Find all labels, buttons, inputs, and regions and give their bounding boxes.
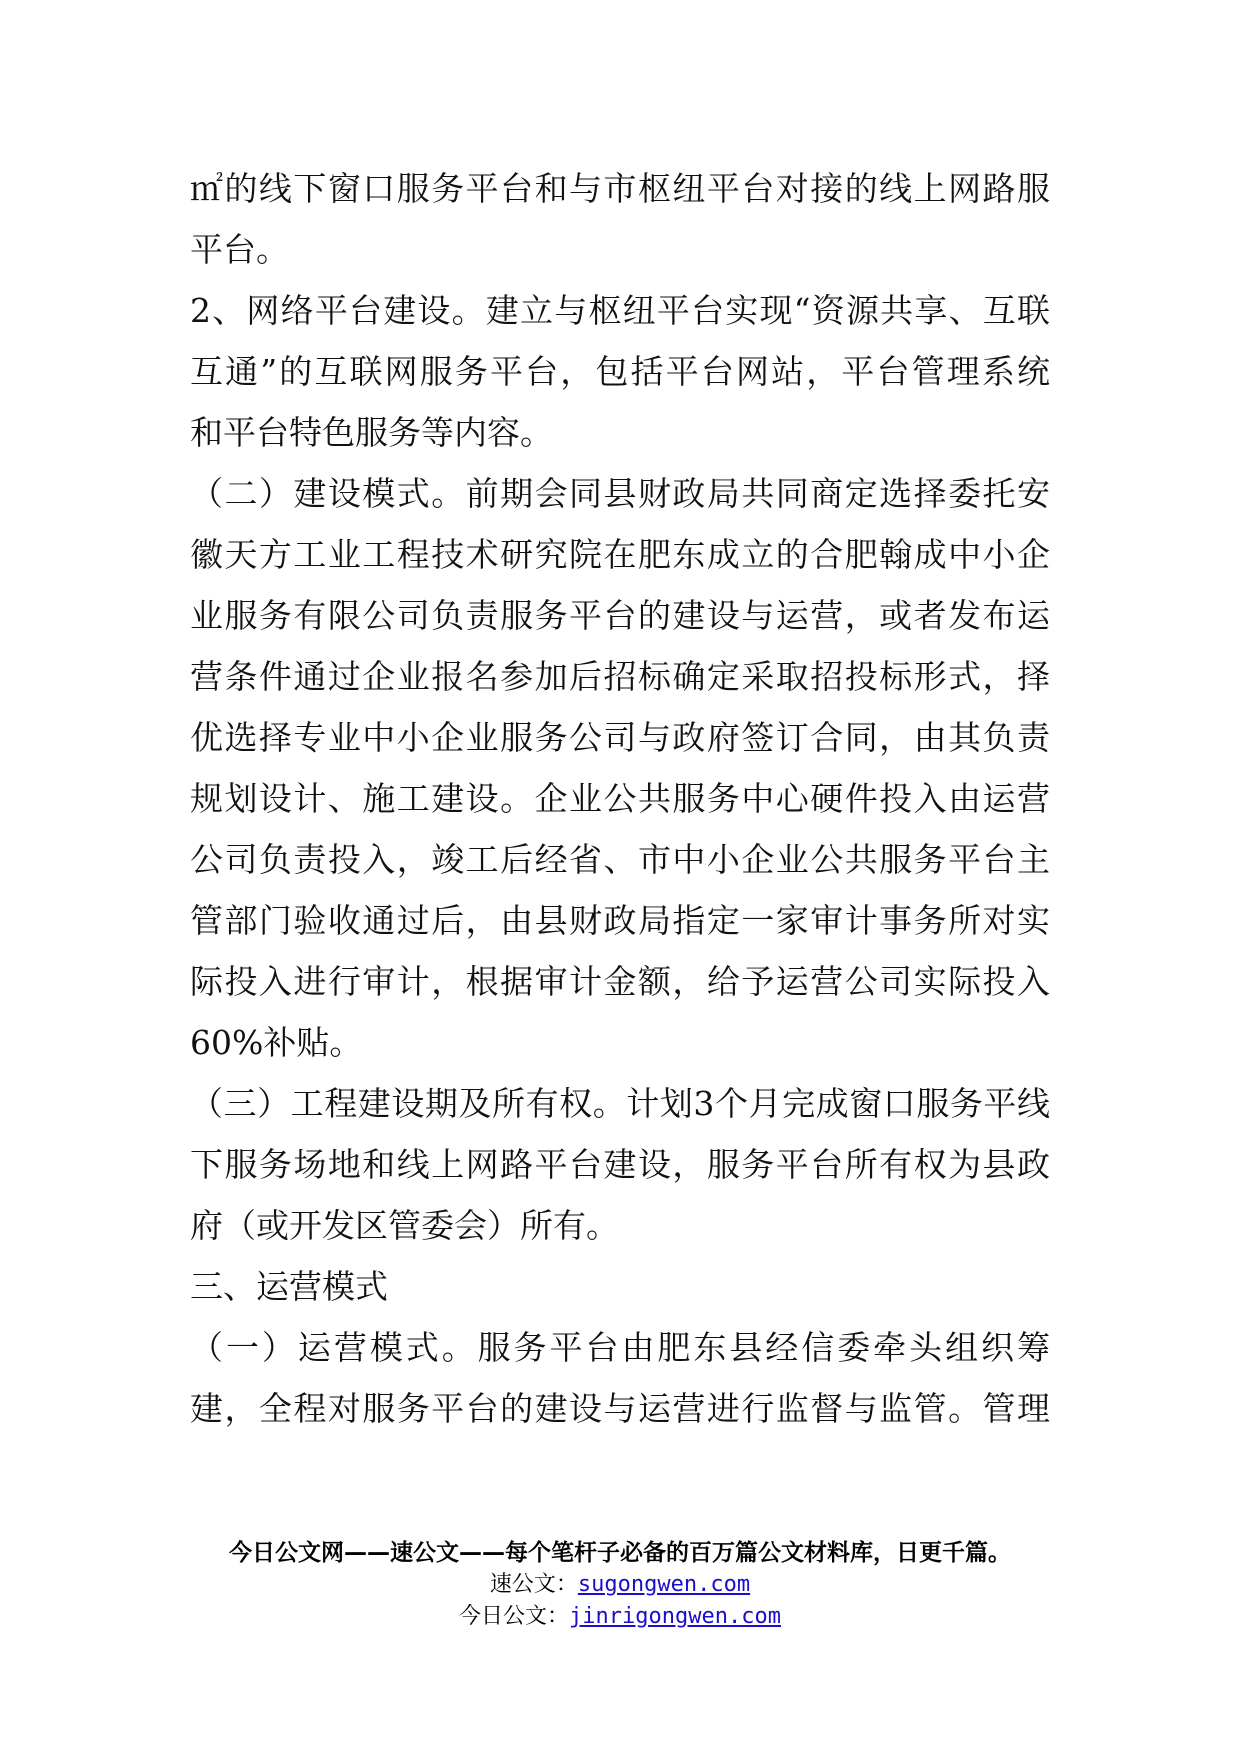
body-text-line: 60%补贴。 bbox=[190, 1023, 363, 1062]
body-text-line: 际投入进行审计，根据审计金额，给予运营公司实际投入 bbox=[190, 962, 1050, 1001]
footer-slogan: 今日公文网——速公文——每个笔杆子必备的百万篇公文材料库，日更千篇。 bbox=[229, 1540, 1011, 1566]
body-text-line: ㎡的线下窗口服务平台和与市枢纽平台对接的线上网路服 bbox=[190, 169, 1050, 208]
body-text-line: 2、网络平台建设。建立与枢纽平台实现“资源共享、互联 bbox=[190, 291, 1050, 330]
body-text-line: 府（或开发区管委会）所有。 bbox=[190, 1206, 619, 1245]
page-footer bbox=[0, 1537, 1240, 1633]
body-text-line: 营条件通过企业报名参加后招标确定采取招投标形式，择 bbox=[190, 657, 1050, 696]
body-text-line: 平台。 bbox=[190, 230, 289, 269]
body-text-line: 规划设计、施工建设。企业公共服务中心硬件投入由运营 bbox=[190, 779, 1050, 818]
body-text-line: 互通”的互联网服务平台，包括平台网站，平台管理系统 bbox=[190, 352, 1050, 391]
body-text-line: 和平台特色服务等内容。 bbox=[190, 413, 553, 452]
body-text-line: 建，全程对服务平台的建设与运营进行监督与监管。管理 bbox=[190, 1389, 1050, 1428]
footer-site-label: 速公文： bbox=[489, 1572, 578, 1597]
body-text-line: 徽天方工业工程技术研究院在肥东成立的合肥翰成中小企 bbox=[190, 535, 1050, 574]
body-text-line: 三、运营模式 bbox=[190, 1267, 388, 1306]
body-text-line: 业服务有限公司负责服务平台的建设与运营，或者发布运 bbox=[190, 596, 1050, 635]
body-text-line: （二）建设模式。前期会同县财政局共同商定选择委托安 bbox=[190, 474, 1050, 513]
jinrigongwen-link[interactable]: jinrigongwen.com bbox=[569, 1604, 781, 1629]
body-text-line: 下服务场地和线上网路平台建设，服务平台所有权为县政 bbox=[190, 1145, 1050, 1184]
body-text-line: （一）运营模式。服务平台由肥东县经信委牵头组织筹 bbox=[190, 1328, 1050, 1367]
sugongwen-link[interactable]: sugongwen.com bbox=[577, 1572, 751, 1597]
body-text-line: 管部门验收通过后，由县财政局指定一家审计事务所对实 bbox=[190, 901, 1050, 940]
footer-site-jinrigongwen bbox=[0, 1601, 1240, 1633]
body-text-line: （三）工程建设期及所有权。计划3个月完成窗口服务平线 bbox=[190, 1084, 1050, 1123]
footer-site-sugongwen bbox=[0, 1569, 1240, 1601]
footer-site-label: 今日公文： bbox=[459, 1604, 570, 1629]
document-body bbox=[190, 158, 1050, 1439]
body-text-line: 公司负责投入，竣工后经省、市中小企业公共服务平台主 bbox=[190, 840, 1050, 879]
body-text-line: 优选择专业中小企业服务公司与政府签订合同，由其负责 bbox=[190, 718, 1050, 757]
